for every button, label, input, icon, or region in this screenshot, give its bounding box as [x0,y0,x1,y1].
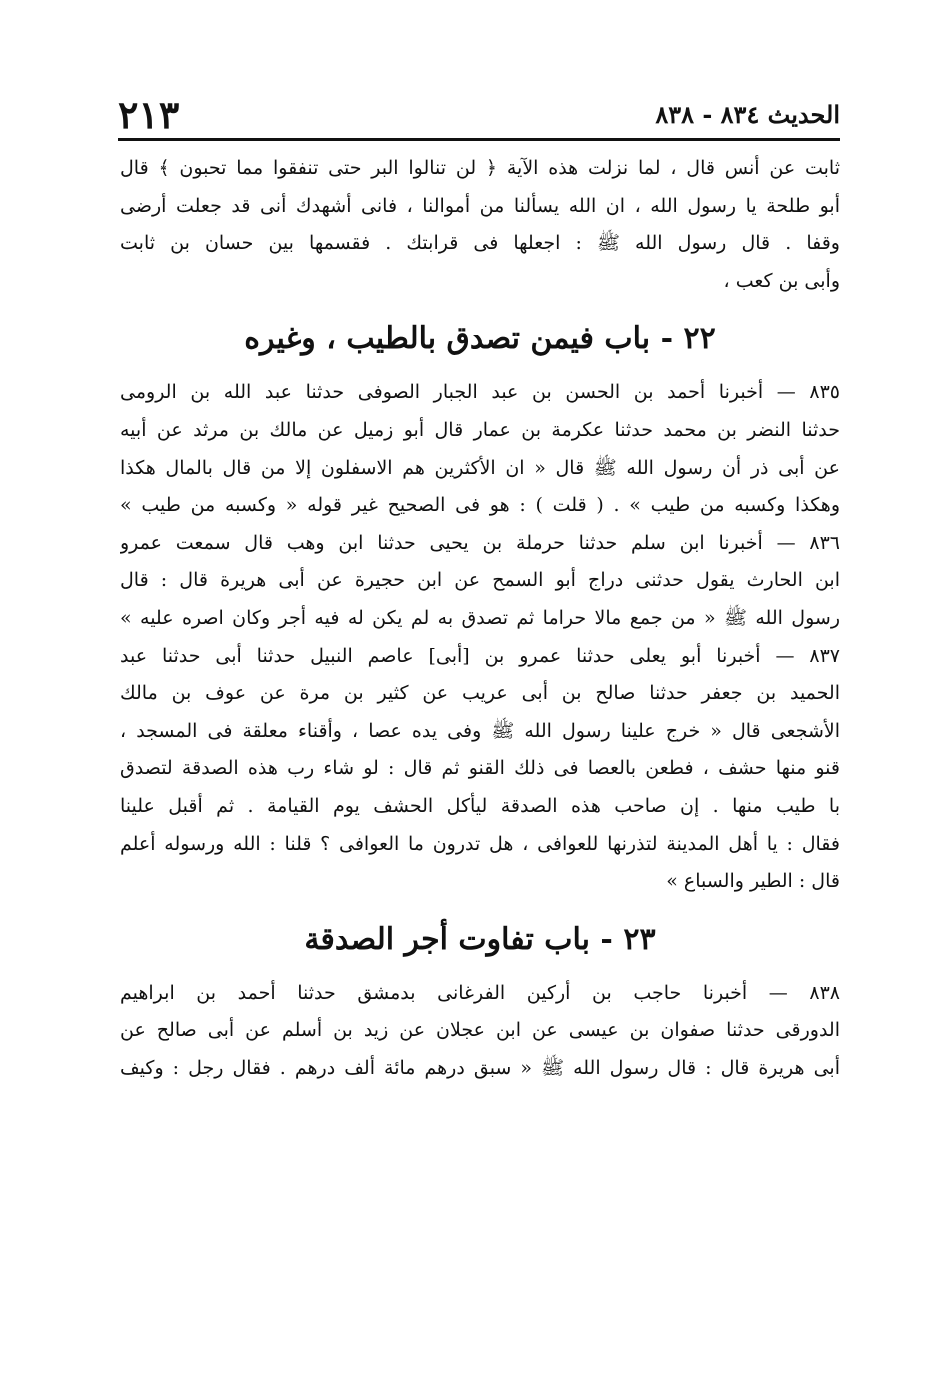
paragraph-continuation [120,150,840,300]
text-line: قال : الطير والسباع » [666,870,840,893]
text-line: أبى هريرة قال : قال رسول الله ﷺ « سبق درهم مائة ألف درهم . فقال رجل : وكيف [120,1056,840,1079]
hadith-838 [120,975,840,1088]
header-rule [118,138,840,141]
text-line: ثابت عن أنس قال ، لما نزلت هذه الآية ﴿ لن تنالوا البر حتى تنفقوا مما تحبون ﴾ قال [120,157,840,179]
text-line: ٨٣٨ — أخبرنا حاجب بن أركين الفرغانى بدمشق حدثنا أحمد بن ابراهيم [120,981,840,1004]
text-line: الأشجعى قال « خرج علينا رسول الله ﷺ وفى يده عصا ، وأقناء معلقة فى المسجد ، [120,719,840,742]
text-line: با طيب منها . إن صاحب هذه الصدقة ليأكل الحشف يوم القيامة . ثم أقبل علينا [120,794,840,817]
text-line: ابن الحارث يقول حدثنى دراج أبو السمح عن ابن حجيرة عن أبى هريرة قال : قال [120,569,840,592]
text-line: وقفا . قال رسول الله ﷺ : اجعلها فى قرابتك . فقسمها بين حسان بن ثابت [120,232,840,255]
text-line: وهكذا وكسبه من طيب » . ( قلت ) : هو فى الصحيح غير قوله « وكسبه من طيب » [120,494,840,517]
text-line: رسول الله ﷺ « من جمع مالا حراما ثم تصدق به لم يكن له فيه أجر وكان اصره عليه » [120,606,840,629]
running-head: الحديث ٨٣٤ - ٨٣٨ [655,100,840,129]
hadith-837 [120,638,840,901]
text-line: عن أبى ذر أن رسول الله ﷺ قال « ان الأكثرين هم الاسفلون إلا من قال بالمال هكذا [120,456,840,479]
text-line: ٨٣٥ — أخبرنا أحمد بن الحسن بن عبد الجبار الصوفى حدثنا عبد الله بن الرومى [120,381,840,404]
page-header [118,92,840,138]
text-line: أبو طلحة يا رسول الله ، ان الله يسألنا من أموالنا ، فانى أشهدك أنى قد جعلت أرضى [120,194,840,217]
text-line: حدثنا النضر بن محمد حدثنا عكرمة بن عمار قال أبو زميل عن مالك بن مرثد عن أبيه [120,418,840,441]
text-line: الدورقى حدثنا صفوان بن عيسى عن ابن عجلان عن زيد بن أسلم عن أبى صالح عن [120,1019,840,1042]
text-line: الحميد بن جعفر حدثنا صالح بن أبى عريب عن كثير بن مرة عن عوف بن مالك [120,682,840,705]
text-line: فقال : يا أهل المدينة لتذرنها للعوافى ، هل تدرون ما العوافى ؟ قلنا : الله ورسوله أعلم [120,832,840,855]
chapter-heading-23: ٢٣ - باب تفاوت أجر الصدقة [304,921,656,957]
text-line: ٨٣٦ — أخبرنا ابن سلم حدثنا حرملة بن يحيى حدثنا ابن وهب قال سمعت عمرو [120,531,840,554]
page-body [120,150,840,1087]
text-line: ٨٣٧ — أخبرنا أبو يعلى حدثنا عمرو بن [أبى] عاصم النبيل حدثنا أبى حدثنا عبد [120,644,840,667]
text-line: قنو منها حشف ، فطعن بالعصا فى ذلك القنو ثم قال : لو شاء رب هذه الصدقة لتصدق [120,757,840,780]
hadith-836 [120,525,840,638]
hadith-835 [120,374,840,524]
page-number: ٢١٣ [118,92,180,137]
chapter-heading-22: ٢٢ - باب فيمن تصدق بالطيب ، وغيره [244,321,716,357]
text-line: وأبى بن كعب ، [723,269,840,292]
